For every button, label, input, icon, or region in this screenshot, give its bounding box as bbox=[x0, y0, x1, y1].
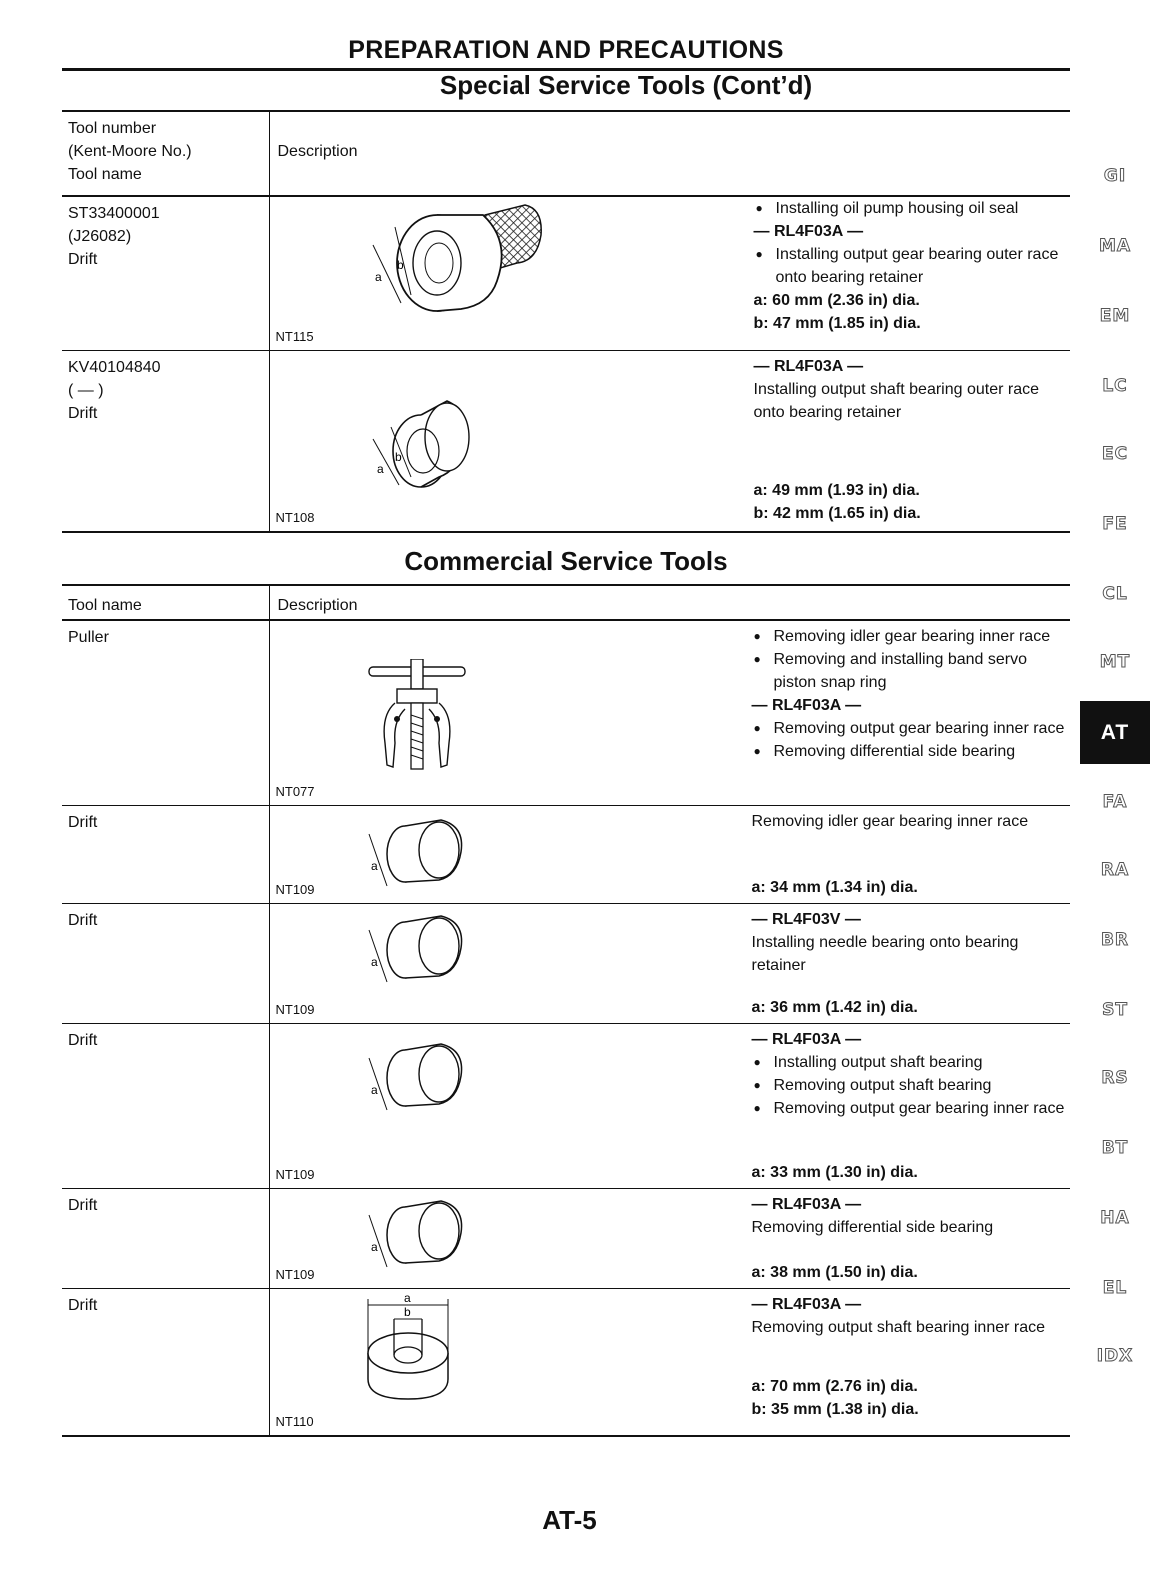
ring-drift-icon bbox=[360, 1293, 460, 1411]
figure-code: NT115 bbox=[275, 329, 314, 344]
drift-icon bbox=[365, 814, 475, 894]
table-row bbox=[62, 620, 1070, 806]
model-code: — RL4F03V — bbox=[751, 911, 861, 928]
header-line: Tool name bbox=[68, 166, 142, 183]
dimension-a bbox=[752, 1161, 1067, 1184]
description-cell bbox=[269, 1289, 1070, 1437]
dimension-a: a: 49 mm (1.93 in) dia. bbox=[753, 482, 920, 499]
page-title: PREPARATION AND PRECAUTIONS bbox=[348, 36, 784, 64]
side-tab-ha[interactable]: HA bbox=[1100, 1208, 1130, 1228]
section-title-special-tools: Special Service Tools (Cont’d) bbox=[439, 70, 813, 100]
header-line: Tool number bbox=[68, 120, 157, 137]
description-line: Installing needle bearing onto bearing retainer bbox=[751, 934, 1019, 974]
model-code: — RL4F03A — bbox=[751, 1296, 862, 1313]
figure-code: NT109 bbox=[275, 1267, 315, 1282]
tool-number: ST33400001 bbox=[68, 205, 160, 222]
tool-name-cell bbox=[62, 351, 269, 533]
description-cell bbox=[269, 1189, 1070, 1289]
tool-name: Drift bbox=[62, 1024, 269, 1189]
model-code: — RL4F03A — bbox=[753, 223, 864, 240]
column-header-description bbox=[269, 112, 1070, 196]
puller-icon bbox=[365, 659, 475, 779]
bullet-item: ● Installing output shaft bearing bbox=[752, 1051, 1067, 1074]
dimension-b: b: 42 mm (1.65 in) dia. bbox=[753, 505, 921, 522]
svg-text:b: b bbox=[396, 258, 404, 272]
dimensions bbox=[752, 1375, 1067, 1421]
table-row bbox=[62, 904, 1070, 1024]
bullet-item: ● Removing and installing band servo piston snap ring bbox=[752, 648, 1067, 694]
side-tab-rs[interactable]: RS bbox=[1101, 1068, 1129, 1088]
side-tab-el[interactable]: EL bbox=[1102, 1278, 1128, 1298]
description-text bbox=[752, 625, 1067, 763]
dimension-b: b: 47 mm (1.85 in) dia. bbox=[753, 315, 921, 332]
bullet-item: ● Removing output gear bearing inner race bbox=[752, 1097, 1067, 1120]
tool-name: Drift bbox=[62, 904, 269, 1024]
model-code: — RL4F03A — bbox=[753, 358, 864, 375]
drift-icon bbox=[365, 1038, 475, 1118]
side-tab-st[interactable]: ST bbox=[1102, 1000, 1128, 1020]
dimension-a bbox=[752, 1261, 1067, 1284]
bullet-item: ● Removing idler gear bearing inner race bbox=[752, 625, 1067, 648]
tool-name: Drift bbox=[68, 251, 98, 268]
side-tab-lc[interactable]: LC bbox=[1102, 376, 1128, 396]
drift-with-knurled-handle-icon bbox=[365, 201, 545, 321]
table-row bbox=[62, 1289, 1070, 1437]
figure-code: NT077 bbox=[275, 784, 315, 799]
column-header-tool bbox=[62, 112, 269, 196]
table-row bbox=[62, 1024, 1070, 1189]
side-tab-at[interactable]: AT bbox=[1080, 701, 1150, 764]
section-title-commercial-tools: Commercial Service Tools bbox=[404, 546, 728, 576]
side-tab-idx[interactable]: IDX bbox=[1096, 1346, 1134, 1366]
description-line: Removing output shaft bearing inner race bbox=[751, 1319, 1046, 1336]
description-text bbox=[752, 1293, 1067, 1339]
figure-code: NT110 bbox=[275, 1414, 314, 1429]
svg-text:a: a bbox=[370, 955, 378, 969]
dimension-value: a: 33 mm (1.30 in) dia. bbox=[751, 1164, 918, 1181]
drift-icon bbox=[365, 910, 475, 990]
column-header-tool: Tool name bbox=[62, 586, 269, 620]
svg-text:a: a bbox=[376, 462, 384, 476]
side-tab-em[interactable]: EM bbox=[1099, 306, 1131, 326]
svg-text:a: a bbox=[370, 1083, 378, 1097]
tool-name: Puller bbox=[62, 620, 269, 806]
tool-name-cell bbox=[62, 196, 269, 351]
dimensions bbox=[754, 479, 1067, 525]
tool-name: Drift bbox=[62, 1189, 269, 1289]
figure-code: NT109 bbox=[275, 882, 315, 897]
description-cell bbox=[269, 620, 1070, 806]
table-row bbox=[62, 196, 1070, 351]
bullet-item: ● Installing output gear bearing outer race onto bearing retainer bbox=[754, 243, 1067, 289]
description-cell bbox=[269, 904, 1070, 1024]
drift-icon bbox=[365, 1195, 475, 1275]
description-line: Removing differential side bearing bbox=[751, 1219, 994, 1236]
side-tab-mt[interactable]: MT bbox=[1099, 652, 1131, 672]
figure-code: NT108 bbox=[275, 510, 315, 525]
description-text bbox=[752, 908, 1067, 977]
svg-text:a: a bbox=[374, 270, 382, 284]
dimension-b: b: 35 mm (1.38 in) dia. bbox=[751, 1401, 919, 1418]
svg-text:a: a bbox=[370, 1240, 378, 1254]
special-tools-table bbox=[62, 112, 1070, 533]
description-text bbox=[752, 1193, 1067, 1239]
model-code: — RL4F03A — bbox=[751, 1031, 862, 1048]
side-tab-ra[interactable]: RA bbox=[1100, 860, 1130, 880]
page-number: AT-5 bbox=[542, 1505, 597, 1535]
table-row bbox=[62, 806, 1070, 904]
model-code: — RL4F03A — bbox=[751, 1196, 862, 1213]
header-line: Description bbox=[277, 143, 358, 160]
tool-name: Drift bbox=[68, 405, 98, 422]
tool-number: KV40104840 bbox=[68, 359, 161, 376]
side-tab-cl[interactable]: CL bbox=[1102, 584, 1128, 604]
bullet-item: ● Installing oil pump housing oil seal bbox=[754, 197, 1067, 220]
description-cell bbox=[269, 351, 1070, 533]
side-tab-ma[interactable]: MA bbox=[1098, 236, 1132, 256]
bullet-item: ● Removing output shaft bearing bbox=[752, 1074, 1067, 1097]
dimension-a bbox=[752, 876, 1067, 899]
description-text bbox=[754, 197, 1067, 335]
bullet-item: ● Removing output gear bearing inner race bbox=[752, 717, 1067, 740]
svg-text:b: b bbox=[403, 1305, 411, 1319]
description-text bbox=[752, 1028, 1067, 1120]
dimension-value: a: 36 mm (1.42 in) dia. bbox=[751, 999, 918, 1016]
kent-moore-number: (J26082) bbox=[68, 228, 132, 245]
svg-text:a: a bbox=[403, 1293, 411, 1305]
description-line: Installing output shaft bearing outer race onto bearing retainer bbox=[753, 381, 1040, 421]
description-cell bbox=[269, 806, 1070, 904]
tool-name: Drift bbox=[62, 1289, 269, 1437]
side-tab-fa[interactable]: FA bbox=[1102, 792, 1128, 812]
side-tab-br[interactable]: BR bbox=[1100, 930, 1130, 950]
side-tab-bt[interactable]: BT bbox=[1101, 1138, 1129, 1158]
drift-cylinder-icon bbox=[365, 387, 485, 497]
header-line: (Kent-Moore No.) bbox=[68, 143, 192, 160]
svg-text:b: b bbox=[394, 450, 402, 464]
svg-text:a: a bbox=[370, 859, 378, 873]
table-row bbox=[62, 1189, 1070, 1289]
bullet-item: ● Removing differential side bearing bbox=[752, 740, 1067, 763]
table-row bbox=[62, 351, 1070, 533]
description-text bbox=[754, 355, 1067, 424]
side-tab-ec[interactable]: EC bbox=[1101, 444, 1129, 464]
model-code: — RL4F03A — bbox=[751, 697, 862, 714]
tool-name: Drift bbox=[62, 806, 269, 904]
figure-code: NT109 bbox=[275, 1002, 315, 1017]
column-header-description: Description bbox=[269, 586, 1070, 620]
description-text: Removing idler gear bearing inner race bbox=[751, 813, 1029, 830]
dimension-a: a: 70 mm (2.76 in) dia. bbox=[751, 1378, 918, 1395]
dimension-a: a: 60 mm (2.36 in) dia. bbox=[753, 292, 920, 309]
dimension-value: a: 34 mm (1.34 in) dia. bbox=[751, 879, 918, 896]
description-cell bbox=[269, 1024, 1070, 1189]
commercial-tools-table bbox=[62, 586, 1070, 1437]
kent-moore-number: ( — ) bbox=[68, 382, 104, 399]
side-tab-fe[interactable]: FE bbox=[1102, 514, 1128, 534]
dimension-value: a: 38 mm (1.50 in) dia. bbox=[751, 1264, 918, 1281]
description-cell bbox=[269, 196, 1070, 351]
figure-code: NT109 bbox=[275, 1167, 315, 1182]
dimension-a bbox=[752, 996, 1067, 1019]
side-tab-gi[interactable]: GI bbox=[1103, 166, 1127, 186]
